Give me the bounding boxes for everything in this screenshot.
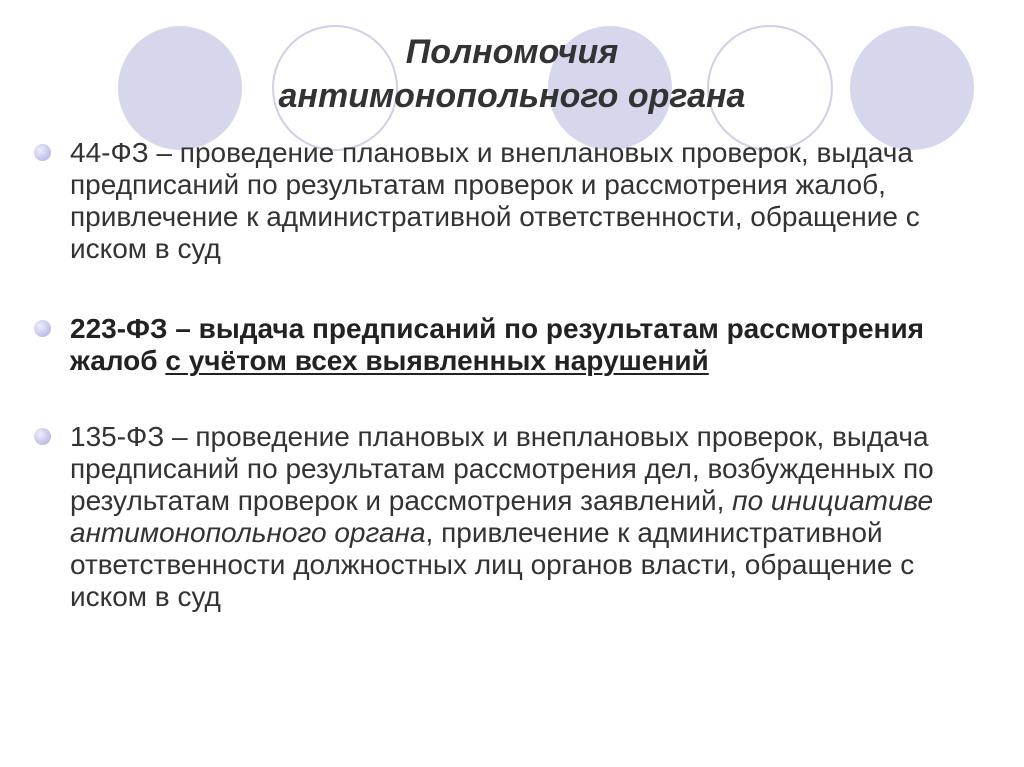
bullet-text: 135-ФЗ – проведение плановых и внеплановых проверок, выдача предписаний по результатам рассмотрения дел, возбужденных по результатам проверок и рассмотрения заявлений, — [70, 421, 934, 516]
bullet-text: 44-ФЗ – проведение плановых и внеплановых проверок, выдача предписаний по результатам проверок и рассмотрения жалоб, привлечение к административной ответственности, обращение с иском в суд — [70, 137, 920, 264]
bullet-dot-icon — [34, 320, 51, 337]
bullet-text-underlined: с учётом всех выявленных нарушений — [165, 345, 709, 376]
bullet-text-italic: по инициативе антимонопольного органа — [70, 485, 934, 548]
title-line-2: антимонопольного органа — [278, 77, 746, 115]
bullet-list — [34, 137, 994, 613]
title-line-1: Полномочия — [405, 33, 619, 71]
bullet-item-223fz — [34, 313, 994, 377]
bullet-item-135fz — [34, 421, 994, 613]
bullet-text: 223-ФЗ – выдача предписаний по результатам рассмотрения жалоб — [70, 313, 924, 376]
bullet-dot-icon — [34, 144, 51, 161]
bullet-dot-icon — [34, 428, 51, 445]
bullet-text: , привлечение к административной ответственности должностных лиц органов власти, обращение с иском в суд — [70, 517, 915, 612]
bullet-item-44fz — [34, 137, 994, 265]
slide-title — [150, 30, 874, 118]
